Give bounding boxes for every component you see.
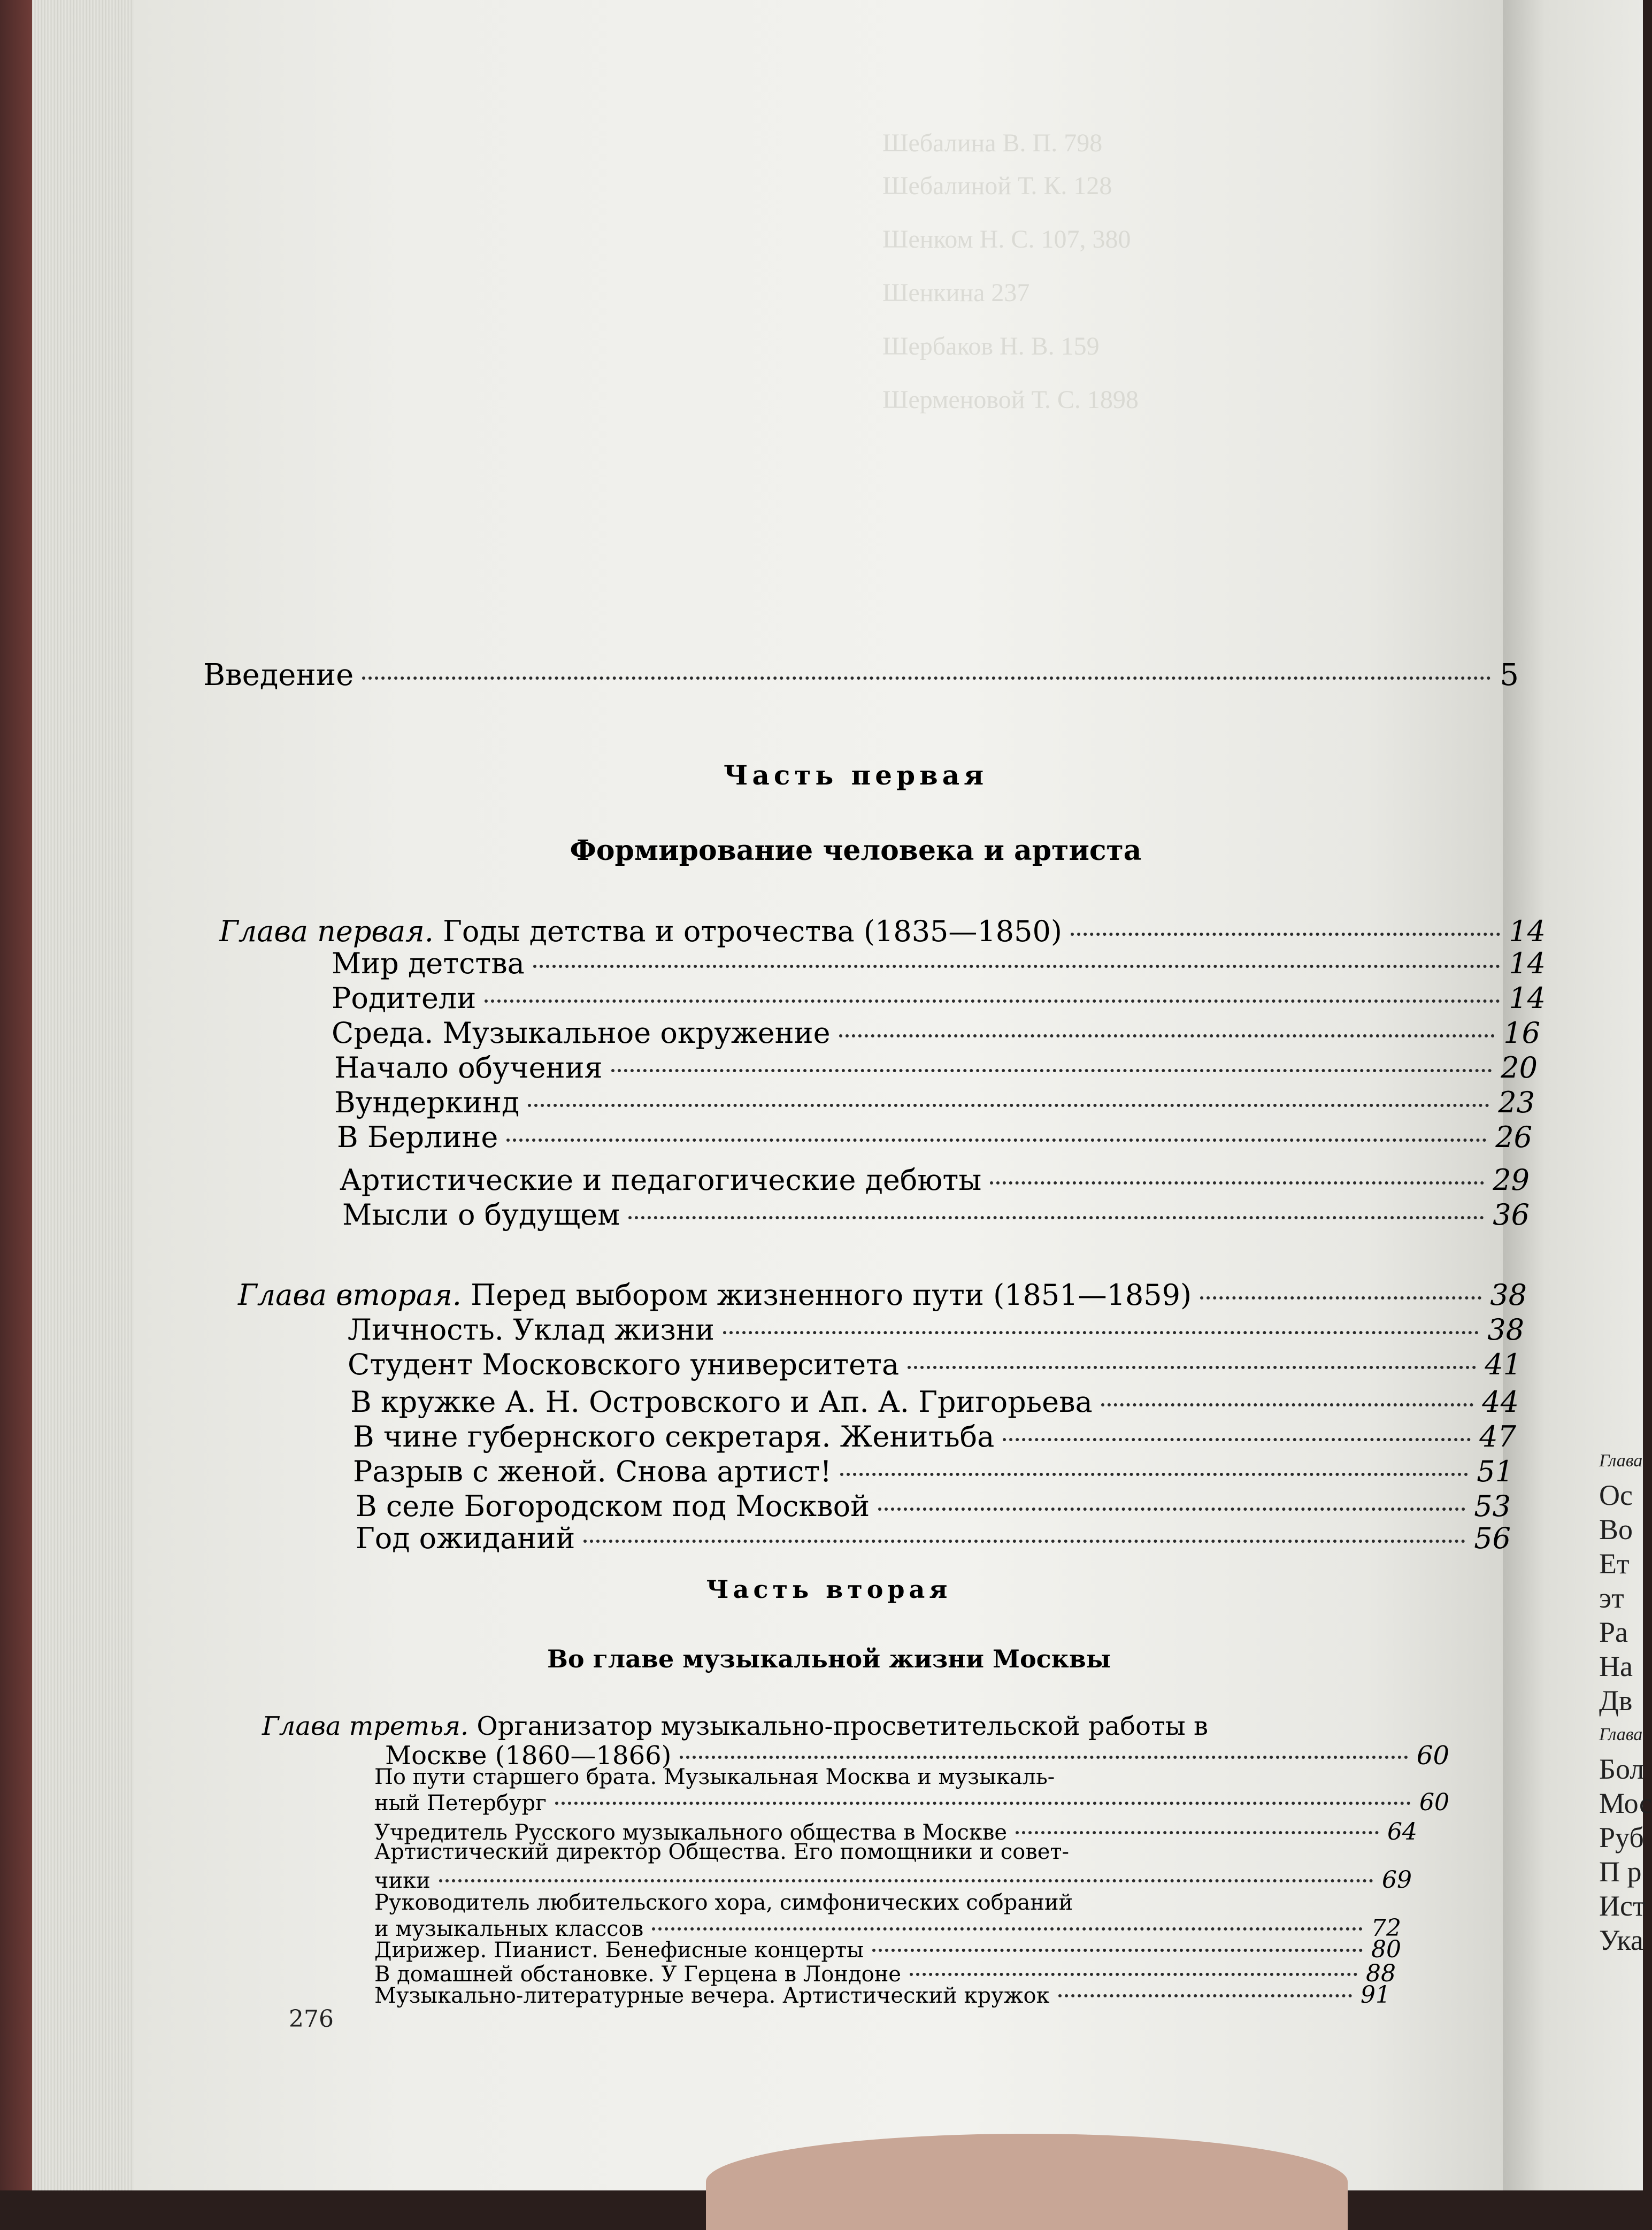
dot-leader	[485, 999, 1500, 1003]
toc-page-number: 56	[1474, 1521, 1511, 1555]
fragment: Ра	[1599, 1616, 1628, 1648]
dot-leader	[1200, 1296, 1481, 1299]
toc-entry-title: Артистический директор Общества. Его помощники и совет-	[374, 1840, 1070, 1864]
toc-entry-title: В кружке А. Н. Островского и Ап. А. Григорьева	[350, 1385, 1093, 1419]
dot-leader	[1101, 1403, 1474, 1406]
toc-entry[interactable]	[374, 1840, 1390, 1864]
fragment: Ос	[1599, 1479, 1633, 1511]
toc-entry-title-cont: и музыкальных классов	[374, 1917, 644, 1941]
toc-page-number: 14	[1509, 914, 1546, 948]
toc-page-number: 14	[1509, 947, 1546, 980]
dot-leader	[839, 1034, 1495, 1037]
dot-leader	[840, 1473, 1468, 1476]
toc-entry[interactable]	[353, 1420, 1516, 1454]
toc-entry[interactable]	[334, 1086, 1535, 1119]
toc-entry-title: Среда. Музыкальное окружение	[332, 1016, 831, 1050]
chapter-title: Организатор музыкально-просветительской работы в	[477, 1711, 1209, 1741]
chapter-label: Глава первая.	[219, 914, 434, 948]
dot-leader	[723, 1331, 1479, 1334]
chapter-label: Глава вторая.	[238, 1278, 462, 1312]
toc-entry[interactable]	[332, 981, 1546, 1015]
toc-intro-label: Введение	[203, 658, 354, 693]
toc-page-number: 26	[1495, 1120, 1532, 1154]
toc-entry[interactable]	[374, 1890, 1390, 1915]
toc-chapter-3[interactable]	[262, 1711, 1385, 1741]
fragment: Глава	[1599, 1725, 1643, 1744]
bleed-through-line: Шебалина В. П. 798	[882, 129, 1103, 157]
toc-entry-title: В чине губернского секретаря. Женитьба	[353, 1420, 995, 1454]
dot-leader	[506, 1139, 1487, 1142]
toc-entry-title: Год ожиданий	[356, 1521, 575, 1555]
toc-page-number: 47	[1479, 1420, 1516, 1454]
toc-entry-title: Разрыв с женой. Снова артист!	[353, 1455, 832, 1488]
dot-leader	[1003, 1438, 1471, 1441]
toc-page-number: 53	[1474, 1489, 1511, 1523]
page-number: 276	[289, 2005, 334, 2033]
bleed-through-line: Шенкина 237	[882, 279, 1030, 307]
toc-entry[interactable]	[332, 1016, 1540, 1050]
toc-entry-title: Дирижер. Пианист. Бенефисные концерты	[374, 1938, 864, 1963]
dot-leader	[910, 1973, 1357, 1976]
toc-entry-title: Учредитель Русского музыкального общества в Москве	[374, 1820, 1008, 1845]
toc-entry[interactable]	[332, 947, 1546, 980]
toc-page-number: 88	[1366, 1960, 1396, 1987]
toc-page-number: 23	[1498, 1086, 1535, 1119]
toc-page-number: 91	[1361, 1981, 1390, 2009]
toc-page-number: 38	[1490, 1278, 1527, 1312]
toc-page-number: 29	[1493, 1163, 1530, 1197]
dot-leader	[533, 965, 1500, 968]
fragment: Мос	[1599, 1787, 1652, 1819]
chapter-title: Годы детства и отрочества (1835—1850)	[443, 914, 1062, 948]
toc-entry-title: В домашней обстановке. У Герцена в Лондоне	[374, 1962, 901, 1987]
toc-entry-title: Мир детства	[332, 947, 525, 980]
toc-entry-cont[interactable]	[374, 1789, 1449, 1816]
toc-entry-title-cont: ный Петербург	[374, 1791, 547, 1816]
part-two-subtitle: Во главе музыкальной жизни Москвы	[547, 1644, 1111, 1673]
dot-leader	[652, 1927, 1363, 1931]
toc-entry-cont[interactable]	[374, 1866, 1412, 1894]
toc-entry[interactable]	[356, 1489, 1511, 1523]
dot-leader	[611, 1069, 1493, 1072]
toc-entry[interactable]	[374, 1936, 1401, 1963]
fragment: Во	[1599, 1513, 1633, 1545]
fragment: Глава	[1599, 1451, 1643, 1471]
dot-leader	[628, 1216, 1484, 1219]
fragment: Руб	[1599, 1821, 1644, 1854]
toc-page-number: 20	[1501, 1051, 1538, 1085]
fragment: Ист	[1599, 1890, 1646, 1922]
toc-entry[interactable]	[374, 1981, 1390, 2009]
toc-entry-title: Руководитель любительского хора, симфонических собраний	[374, 1890, 1073, 1915]
toc-entry[interactable]	[337, 1120, 1532, 1154]
fragment: Дв	[1599, 1685, 1633, 1717]
dot-leader	[528, 1104, 1489, 1107]
part-two-title: Часть вторая	[706, 1575, 952, 1604]
toc-page-number: 5	[1500, 658, 1519, 693]
fragment: Ука	[1599, 1924, 1643, 1956]
toc-entry[interactable]	[353, 1455, 1513, 1488]
dot-leader	[1016, 1831, 1379, 1834]
toc-page-number: 44	[1482, 1385, 1519, 1419]
toc-entry-title: Музыкально-литературные вечера. Артистический кружок	[374, 1983, 1050, 2008]
bleed-through-line: Шенком Н. С. 107, 380	[882, 225, 1131, 253]
toc-page-number: 80	[1371, 1936, 1401, 1963]
chapter-title-cont: Москве (1860—1866)	[385, 1741, 672, 1771]
fragment: Ет	[1599, 1548, 1630, 1580]
toc-entry-title: По пути старшего брата. Музыкальная Москва и музыкаль-	[374, 1765, 1055, 1789]
toc-intro[interactable]	[203, 658, 1519, 693]
toc-entry[interactable]	[374, 1765, 1423, 1789]
toc-entry-title: Мысли о будущем	[342, 1198, 620, 1232]
toc-entry[interactable]	[348, 1313, 1524, 1347]
bleed-through-line: Шерменовой Т. С. 1898	[882, 386, 1139, 414]
toc-page-number: 38	[1487, 1313, 1524, 1347]
toc-entry[interactable]	[350, 1385, 1519, 1419]
chapter-title: Перед выбором жизненного пути (1851—1859)	[471, 1278, 1192, 1312]
toc-entry-title: Начало обучения	[334, 1051, 603, 1085]
toc-entry-title: В селе Богородском под Москвой	[356, 1489, 870, 1523]
toc-entry-title: В Берлине	[337, 1120, 498, 1154]
dot-leader	[872, 1949, 1363, 1952]
toc-chapter-1[interactable]	[219, 914, 1546, 948]
dot-leader	[439, 1879, 1373, 1882]
toc-entry[interactable]	[356, 1521, 1511, 1555]
toc-entry-title: Личность. Уклад жизни	[348, 1313, 714, 1347]
bleed-through-line: Шебалиной Т. К. 128	[882, 172, 1112, 200]
toc-entry-title: Вундеркинд	[334, 1086, 520, 1119]
right-page-fragments	[1599, 1444, 1652, 1957]
toc-entry-title: Родители	[332, 981, 477, 1015]
dot-leader	[680, 1756, 1408, 1759]
toc-entry-title-cont: чики	[374, 1868, 431, 1893]
dot-leader	[990, 1181, 1484, 1185]
dot-leader	[878, 1508, 1465, 1511]
fragment: На	[1599, 1650, 1633, 1682]
toc-page-number: 41	[1485, 1348, 1522, 1381]
toc-chapter-2[interactable]	[238, 1278, 1527, 1312]
toc-page-number: 16	[1503, 1016, 1540, 1050]
toc-page-number: 60	[1416, 1741, 1449, 1771]
toc-entry[interactable]	[340, 1163, 1530, 1197]
dot-leader	[362, 676, 1491, 680]
toc-page-number: 72	[1371, 1914, 1401, 1942]
dot-leader	[1071, 933, 1500, 936]
dot-leader	[1058, 1994, 1352, 1997]
part-one-title: Часть первая	[723, 759, 988, 791]
toc-page-number: 36	[1493, 1198, 1530, 1232]
hand-thumb	[706, 2134, 1348, 2230]
toc-page-number: 60	[1419, 1789, 1449, 1816]
toc-entry[interactable]	[348, 1348, 1522, 1381]
toc-entry-title: Артистические и педагогические дебюты	[340, 1163, 982, 1197]
bleed-through-line: Шербаков Н. В. 159	[882, 332, 1100, 360]
dot-leader	[583, 1540, 1465, 1543]
dot-leader	[908, 1366, 1476, 1369]
toc-entry[interactable]	[342, 1198, 1530, 1232]
fragment: эт	[1599, 1582, 1624, 1614]
toc-page-number: 51	[1477, 1455, 1513, 1488]
toc-entry[interactable]	[334, 1051, 1538, 1085]
toc-page-number: 69	[1382, 1866, 1412, 1894]
chapter-label: Глава третья.	[262, 1711, 469, 1741]
fragment: П р	[1599, 1856, 1642, 1888]
toc-page-number: 64	[1387, 1818, 1417, 1845]
dot-leader	[555, 1802, 1411, 1805]
part-one-subtitle: Формирование человека и артиста	[570, 834, 1142, 867]
toc-page-number: 14	[1509, 981, 1546, 1015]
toc-entry-title: Студент Московского университета	[348, 1348, 900, 1381]
fragment: Бол	[1599, 1753, 1645, 1785]
